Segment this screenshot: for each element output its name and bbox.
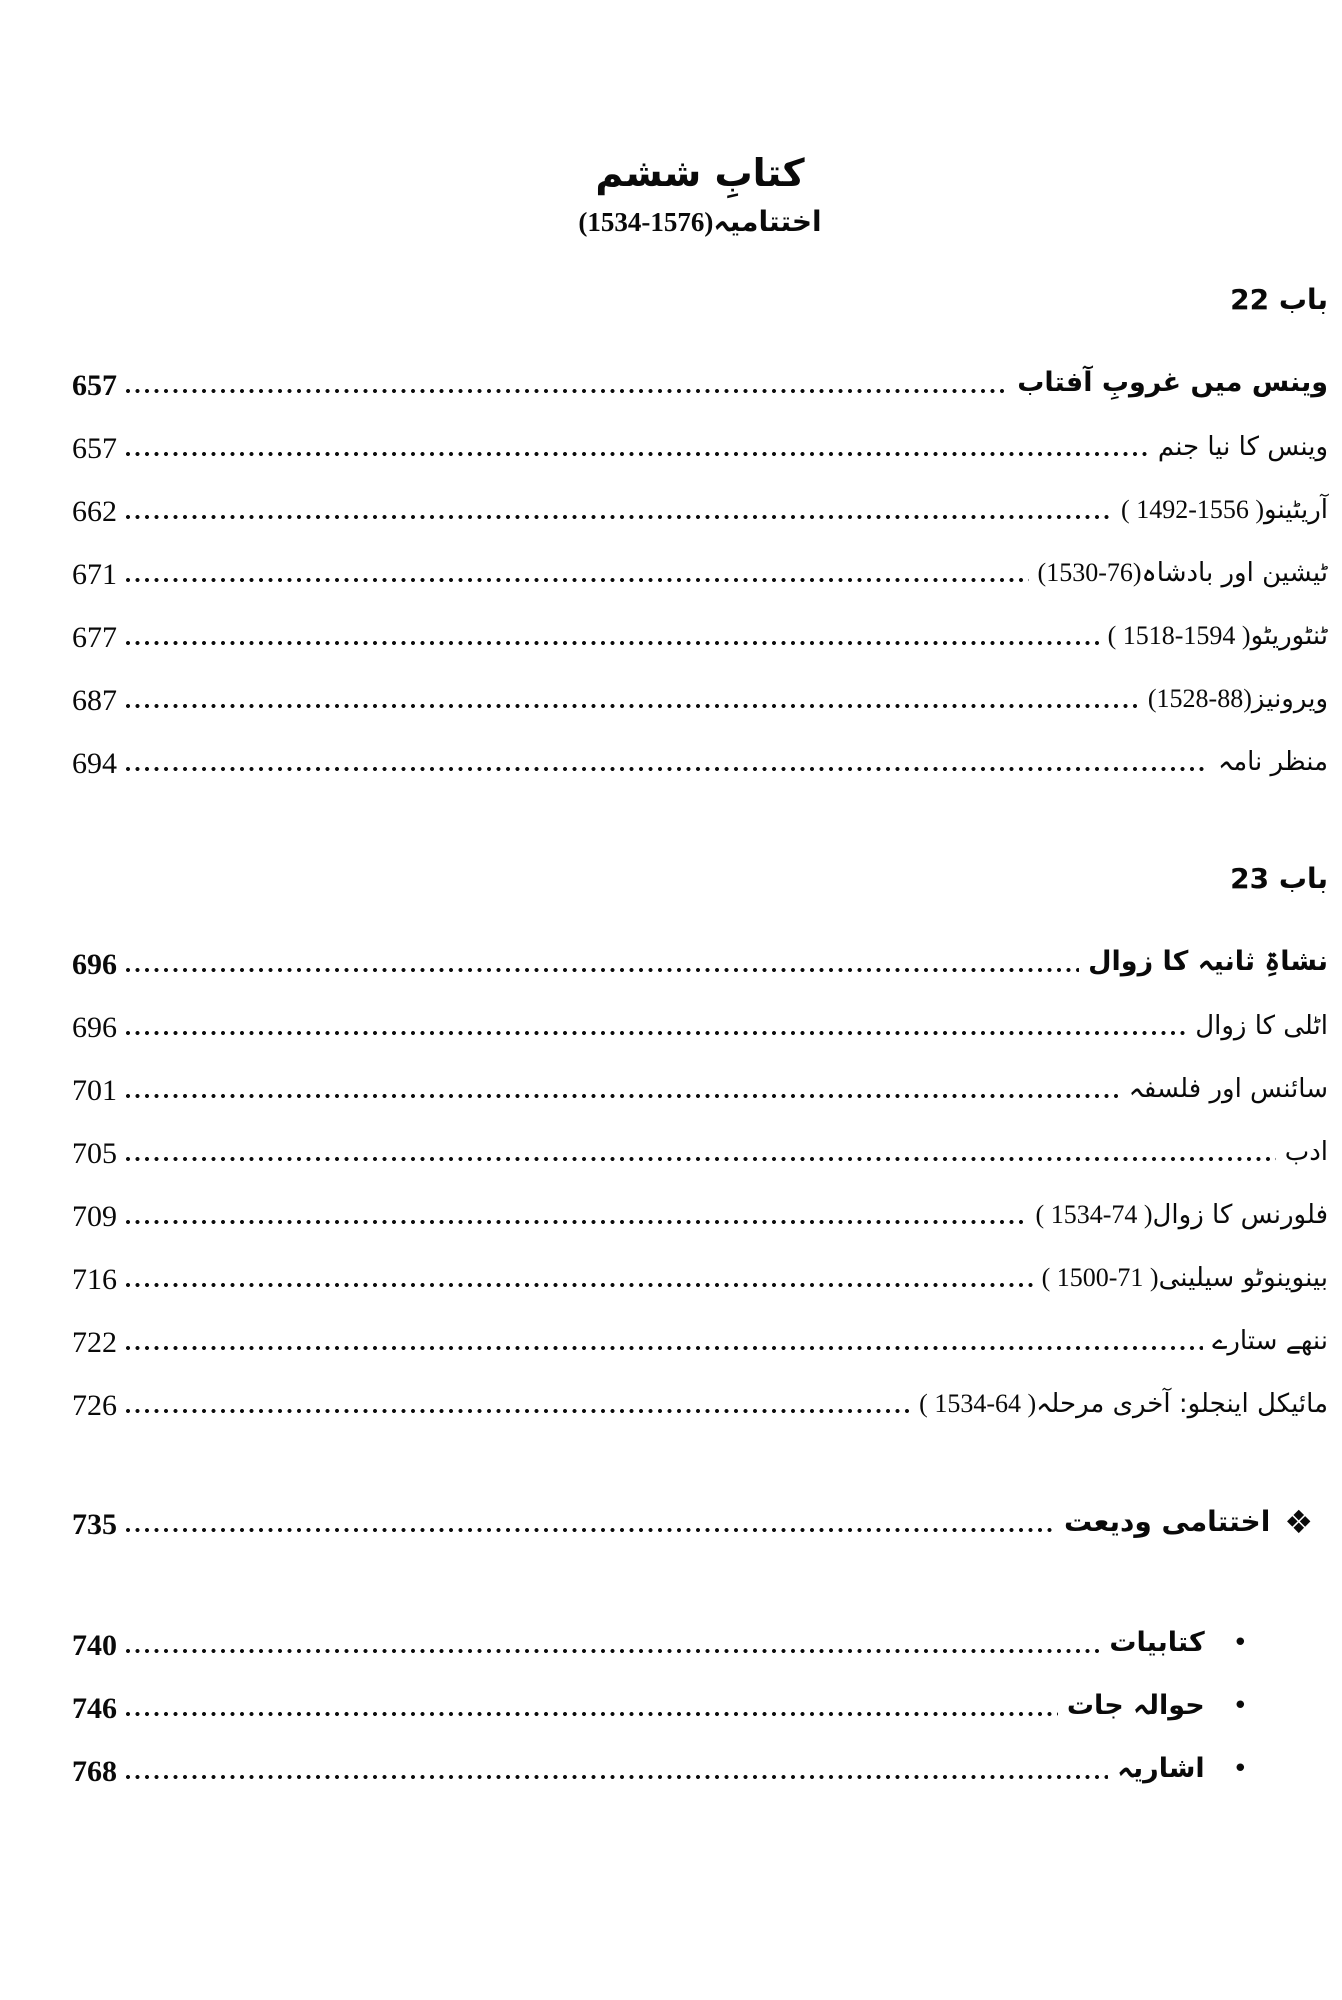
- entry-page-number: 726: [72, 1389, 117, 1423]
- toc-entry: [72, 920, 1328, 983]
- entry-page-number: 657: [72, 432, 117, 466]
- chapter-22-entries: [72, 341, 1328, 782]
- toc-entry: [72, 530, 1328, 593]
- chapter-22-label: باب 22: [1230, 283, 1328, 317]
- round-bullet-icon: •: [1232, 1753, 1248, 1784]
- entry-page-number: 657: [72, 369, 117, 403]
- subtitle-text: اختتامیہ: [713, 204, 822, 238]
- toc-entry: [72, 1298, 1328, 1361]
- dot-leader: [124, 636, 1099, 648]
- entry-title: ننھے ستارے: [1212, 1326, 1328, 1356]
- entry-title: اشاریہ: [1117, 1753, 1205, 1785]
- toc-entry: [72, 593, 1328, 656]
- book-title: کتابِ ششم: [595, 151, 805, 195]
- dot-leader: [124, 447, 1149, 459]
- entry-page-number: 768: [72, 1755, 117, 1789]
- toc-entry: [72, 341, 1328, 404]
- entry-page-number: 709: [72, 1200, 117, 1234]
- entry-page-number: 694: [72, 747, 117, 781]
- entry-page-number: 705: [72, 1137, 117, 1171]
- entry-page-number: 701: [72, 1074, 117, 1108]
- chapter-23-entries: [72, 920, 1328, 1424]
- dot-leader: [124, 573, 1029, 585]
- dot-leader: [124, 963, 1079, 975]
- entry-page-number: 687: [72, 684, 117, 718]
- entry-page-number: 696: [72, 1011, 117, 1045]
- toc-entry: [72, 467, 1328, 530]
- entry-title: اٹلی کا زوال: [1195, 1011, 1328, 1041]
- toc-entry: [72, 1361, 1328, 1424]
- entry-title: وینس میں غروبِ آفتاب: [1017, 367, 1328, 399]
- diamond-bullet-icon: ❖: [1284, 1502, 1313, 1541]
- entry-page-number: 740: [72, 1629, 117, 1663]
- entry-page-number: 716: [72, 1263, 117, 1297]
- toc-entry: [72, 1727, 1328, 1790]
- toc-entry: [72, 719, 1328, 782]
- entry-title: ٹنٹوریٹو( 1518-1594 ): [1107, 621, 1328, 651]
- dot-leader: [124, 1341, 1203, 1353]
- entry-title: وینس کا نیا جنم: [1157, 432, 1328, 462]
- entry-title: ادب: [1284, 1137, 1328, 1167]
- toc-entry: [72, 656, 1328, 719]
- dot-leader: [124, 1523, 1055, 1535]
- dot-leader: [124, 1278, 1033, 1290]
- toc-entry: [72, 1664, 1328, 1727]
- entry-title: حوالہ جات: [1066, 1690, 1205, 1722]
- toc-entry: [72, 404, 1328, 467]
- back-matter-entries: [72, 1601, 1328, 1790]
- book-subtitle: [72, 202, 1328, 242]
- entry-title: کتابیات: [1109, 1627, 1205, 1659]
- entry-title: مائیکل اینجلو: آخری مرحلہ( 1534-64 ): [919, 1389, 1328, 1419]
- round-bullet-icon: •: [1232, 1627, 1248, 1658]
- dot-leader: [124, 1707, 1058, 1719]
- entry-title: ٹیشین اور بادشاہ(1530-76): [1037, 558, 1328, 588]
- round-bullet-icon: •: [1232, 1690, 1248, 1721]
- dot-leader: [124, 1404, 910, 1416]
- toc-entry: [72, 1046, 1328, 1109]
- entry-page-number: 746: [72, 1692, 117, 1726]
- entry-page-number: 677: [72, 621, 117, 655]
- dot-leader: [124, 699, 1139, 711]
- dot-leader: [124, 510, 1112, 522]
- dot-leader: [124, 762, 1209, 774]
- toc-entry: [72, 1601, 1328, 1664]
- entry-page-number: 722: [72, 1326, 117, 1360]
- dot-leader: [124, 1152, 1276, 1164]
- entry-title: منظر نامہ: [1217, 747, 1328, 777]
- entry-page-number: 662: [72, 495, 117, 529]
- subtitle-dates: (1534-1576): [578, 206, 714, 237]
- dot-leader: [124, 1215, 1027, 1227]
- dot-leader: [124, 1644, 1100, 1656]
- entry-title: بینوینوٹو سیلینی( 1500-71 ): [1041, 1263, 1328, 1293]
- toc-entry: [72, 1235, 1328, 1298]
- entry-title: آریٹینو( 1492-1556 ): [1121, 495, 1328, 525]
- toc-entry: [72, 983, 1328, 1046]
- entry-page-number: 735: [72, 1508, 117, 1542]
- entry-title: فلورنس کا زوال( 1534-74 ): [1035, 1200, 1328, 1230]
- entry-page-number: 696: [72, 948, 117, 982]
- toc-entry: [72, 1172, 1328, 1235]
- entry-title: اختتامی ودیعت: [1064, 1504, 1271, 1538]
- entry-title: سائنس اور فلسفہ: [1128, 1074, 1328, 1104]
- chapter-23-label: باب 23: [1230, 862, 1328, 896]
- entry-title: ویرونیز(1528-88): [1147, 684, 1328, 714]
- dot-leader: [124, 1026, 1186, 1038]
- toc-entry: [72, 1109, 1328, 1172]
- dot-leader: [124, 1089, 1120, 1101]
- dot-leader: [124, 384, 1008, 396]
- entry-title: نشاۃِ ثانیہ کا زوال: [1088, 946, 1328, 978]
- entry-page-number: 671: [72, 558, 117, 592]
- closing-entry: [72, 1480, 1328, 1543]
- dot-leader: [124, 1770, 1108, 1782]
